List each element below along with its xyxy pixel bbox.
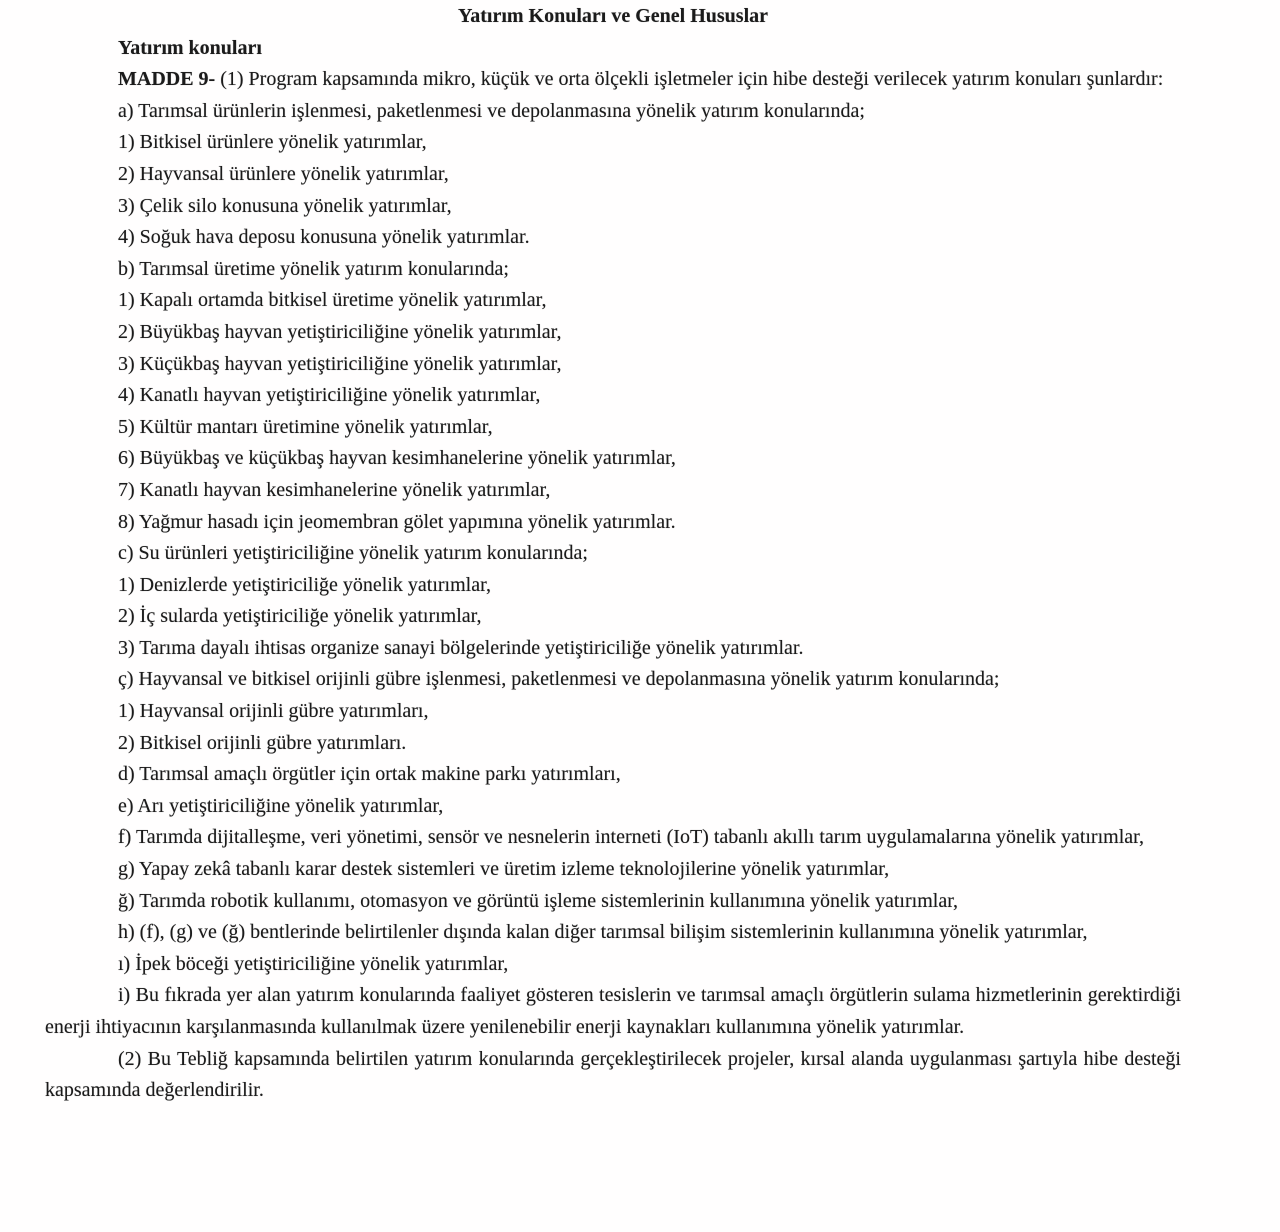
list-item: b) Tarımsal üretime yönelik yatırım konularında;	[118, 257, 509, 280]
list-item: 1) Kapalı ortamda bitkisel üretime yönelik yatırımlar,	[118, 289, 547, 312]
list-item: g) Yapay zekâ tabanlı karar destek sistemleri ve üretim izleme teknolojilerine yönelik yatırımlar,	[118, 858, 890, 881]
list-item: d) Tarımsal amaçlı örgütler için ortak makine parkı yatırımları,	[118, 763, 621, 786]
list-item: 2) Hayvansal ürünlere yönelik yatırımlar,	[118, 162, 449, 185]
list-item: 2) İç sularda yetiştiriciliğe yönelik yatırımlar,	[118, 605, 482, 628]
section-heading: Yatırım konuları	[118, 36, 262, 59]
list-item: 5) Kültür mantarı üretimine yönelik yatırımlar,	[118, 415, 493, 438]
list-item: ı) İpek böceği yetiştiriciliğine yönelik yatırımlar,	[118, 952, 509, 975]
list-item: 8) Yağmur hasadı için jeomembran gölet yapımına yönelik yatırımlar.	[118, 510, 676, 533]
list-item: 1) Hayvansal orijinli gübre yatırımları,	[118, 700, 429, 723]
items-container	[45, 96, 1181, 1107]
list-item: 2) Büyükbaş hayvan yetiştiriciliğine yönelik yatırımlar,	[118, 320, 562, 343]
list-item: 4) Kanatlı hayvan yetiştiriciliğine yönelik yatırımlar,	[118, 384, 541, 407]
list-item: a) Tarımsal ürünlerin işlenmesi, paketlenmesi ve depolanmasına yönelik yatırım konularında;	[118, 99, 865, 122]
list-item: (2) Bu Tebliğ kapsamında belirtilen yatırım konularında gerçekleştirilecek projeler, kırsal alanda uygulanması şartıyla hibe desteği kapsamında değerlendirilir.	[45, 1047, 1181, 1102]
list-item: 1) Denizlerde yetiştiriciliğe yönelik yatırımlar,	[118, 573, 491, 596]
list-item: 3) Küçükbaş hayvan yetiştiriciliğine yönelik yatırımlar,	[118, 352, 562, 375]
list-item: 6) Büyükbaş ve küçükbaş hayvan kesimhanelerine yönelik yatırımlar,	[118, 447, 676, 470]
list-item: 7) Kanatlı hayvan kesimhanelerine yönelik yatırımlar,	[118, 478, 551, 501]
article-intro-text: (1) Program kapsamında mikro, küçük ve orta ölçekli işletmeler için hibe desteği verilecek yatırım konuları şunlardır:	[215, 68, 1164, 91]
article-number-label: MADDE 9-	[118, 68, 216, 91]
list-item: i) Bu fıkrada yer alan yatırım konularında faaliyet gösteren tesislerin ve tarımsal amaçlı örgütlerin sulama hizmetlerinin gerektirdiği enerji ihtiyacının karşılanmasında kullanılmak üzere yenilenebilir enerji kaynakları kullanımına yönelik yatırımlar.	[45, 984, 1181, 1038]
list-item: 3) Çelik silo konusuna yönelik yatırımlar,	[118, 194, 452, 217]
document-title: Yatırım Konuları ve Genel Hususlar	[458, 5, 768, 27]
list-item: 4) Soğuk hava deposu konusuna yönelik yatırımlar.	[118, 226, 530, 249]
list-item: 2) Bitkisel orijinli gübre yatırımları.	[118, 731, 407, 754]
list-item: h) (f), (g) ve (ğ) bentlerinde belirtilenler dışında kalan diğer tarımsal bilişim sistemlerinin kullanımına yönelik yatırımlar,	[118, 921, 1088, 944]
list-item: 3) Tarıma dayalı ihtisas organize sanayi bölgelerinde yetiştiriciliğe yönelik yatırımlar.	[118, 636, 804, 659]
list-item: 1) Bitkisel ürünlere yönelik yatırımlar,	[118, 131, 427, 154]
list-item: ç) Hayvansal ve bitkisel orijinli gübre işlenmesi, paketlenmesi ve depolanmasına yönelik yatırım konularında;	[118, 668, 1000, 691]
list-item: f) Tarımda dijitalleşme, veri yönetimi, sensör ve nesnelerin interneti (IoT) tabanlı akıllı tarım uygulamalarına yönelik yatırımlar,	[118, 826, 1144, 849]
list-item: ğ) Tarımda robotik kullanımı, otomasyon ve görüntü işleme sistemlerinin kullanımına yönelik yatırımlar,	[118, 889, 959, 912]
list-item: e) Arı yetiştiriciliğine yönelik yatırımlar,	[118, 794, 444, 817]
article-intro-paragraph	[45, 64, 1181, 96]
list-item: c) Su ürünleri yetiştiriciliğine yönelik yatırım konularında;	[118, 542, 588, 565]
